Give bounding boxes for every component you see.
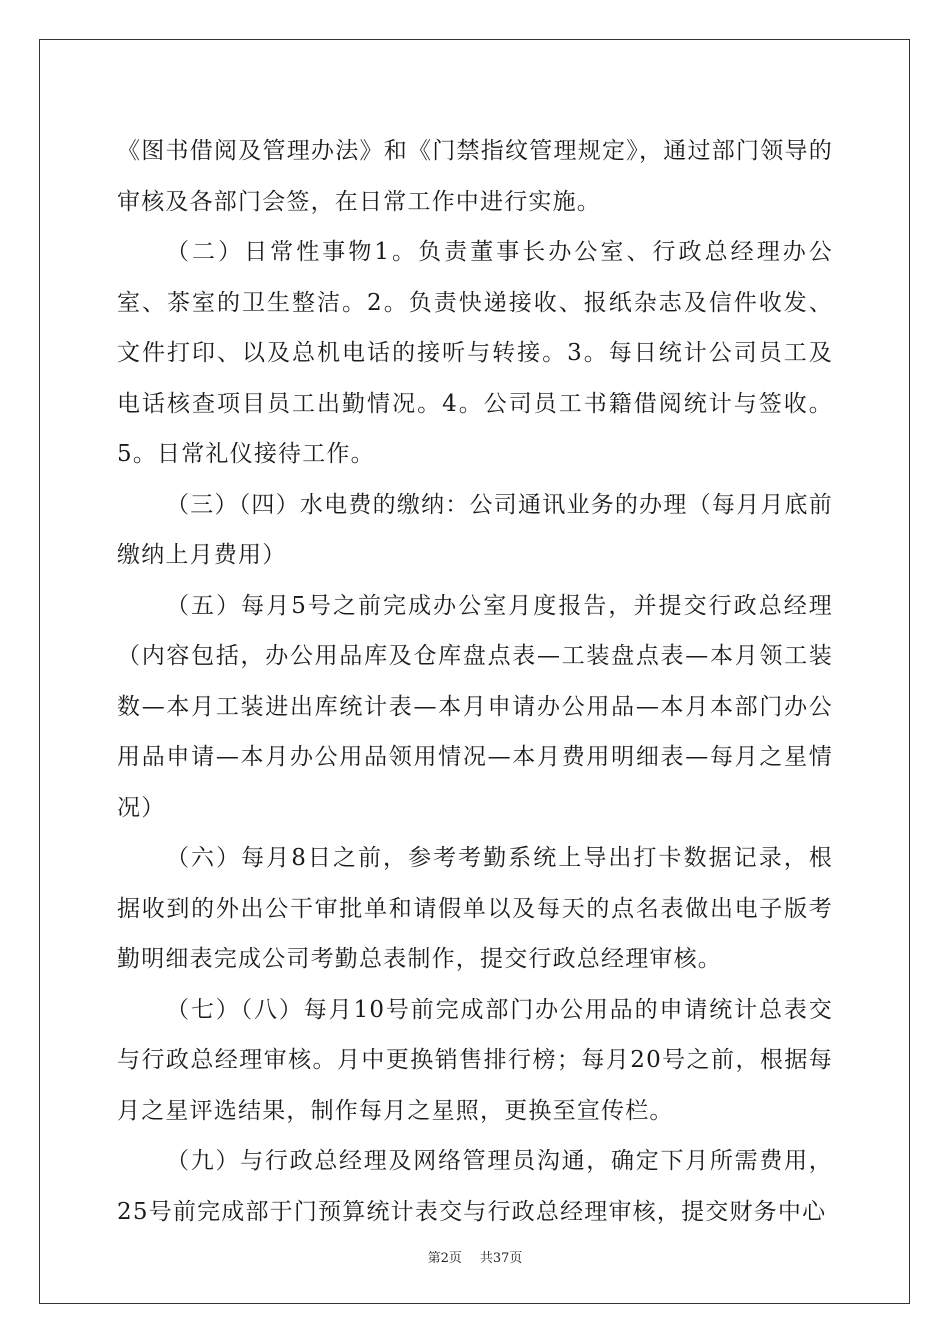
paragraph: （三）（四）水电费的缴纳：公司通讯业务的办理（每月月底前缴纳上月费用） bbox=[117, 491, 833, 568]
page-footer bbox=[0, 1247, 950, 1266]
paragraph: （六）每月8日之前，参考考勤系统上导出打卡数据记录，根据收到的外出公干审批单和请假单以及每天的点名表做出电子版考勤明细表完成公司考勤总表制作，提交行政总经理审核。 bbox=[117, 845, 833, 972]
paragraph: （二）日常性事物1。负责董事长办公室、行政总经理办公室、茶室的卫生整洁。2。负责快递接收、报纸杂志及信件收发、文件打印、以及总机电话的接听与转接。3。每日统计公司员工及电话核查项目员工出勤情况。4。公司员工书籍借阅统计与签收。5。日常礼仪接待工作。 bbox=[117, 239, 833, 467]
paragraph: （九）与行政总经理及网络管理员沟通，确定下月所需费用，25号前完成部于门预算统计表交与行政总经理审核，提交财务中心 bbox=[117, 1148, 833, 1225]
page-number: 第2页 bbox=[427, 1251, 462, 1266]
paragraph: 《图书借阅及管理办法》和《门禁指纹管理规定》，通过部门领导的审核及各部门会签，在日常工作中进行实施。 bbox=[117, 138, 833, 215]
paragraph: （五）每月5号之前完成办公室月度报告，并提交行政总经理（内容包括，办公用品库及仓库盘点表—工装盘点表—本月领工装数—本月工装进出库统计表—本月申请办公用品—本月本部门办公用品申请—本月办公用品领用情况—本月费用明细表—每月之星情况） bbox=[117, 592, 833, 821]
total-pages: 共37页 bbox=[479, 1251, 523, 1266]
document-body bbox=[117, 126, 833, 1237]
paragraph: （七）（八）每月10号前完成部门办公用品的申请统计总表交与行政总经理审核。月中更换销售排行榜；每月20号之前，根据每月之星评选结果，制作每月之星照，更换至宣传栏。 bbox=[117, 996, 833, 1124]
